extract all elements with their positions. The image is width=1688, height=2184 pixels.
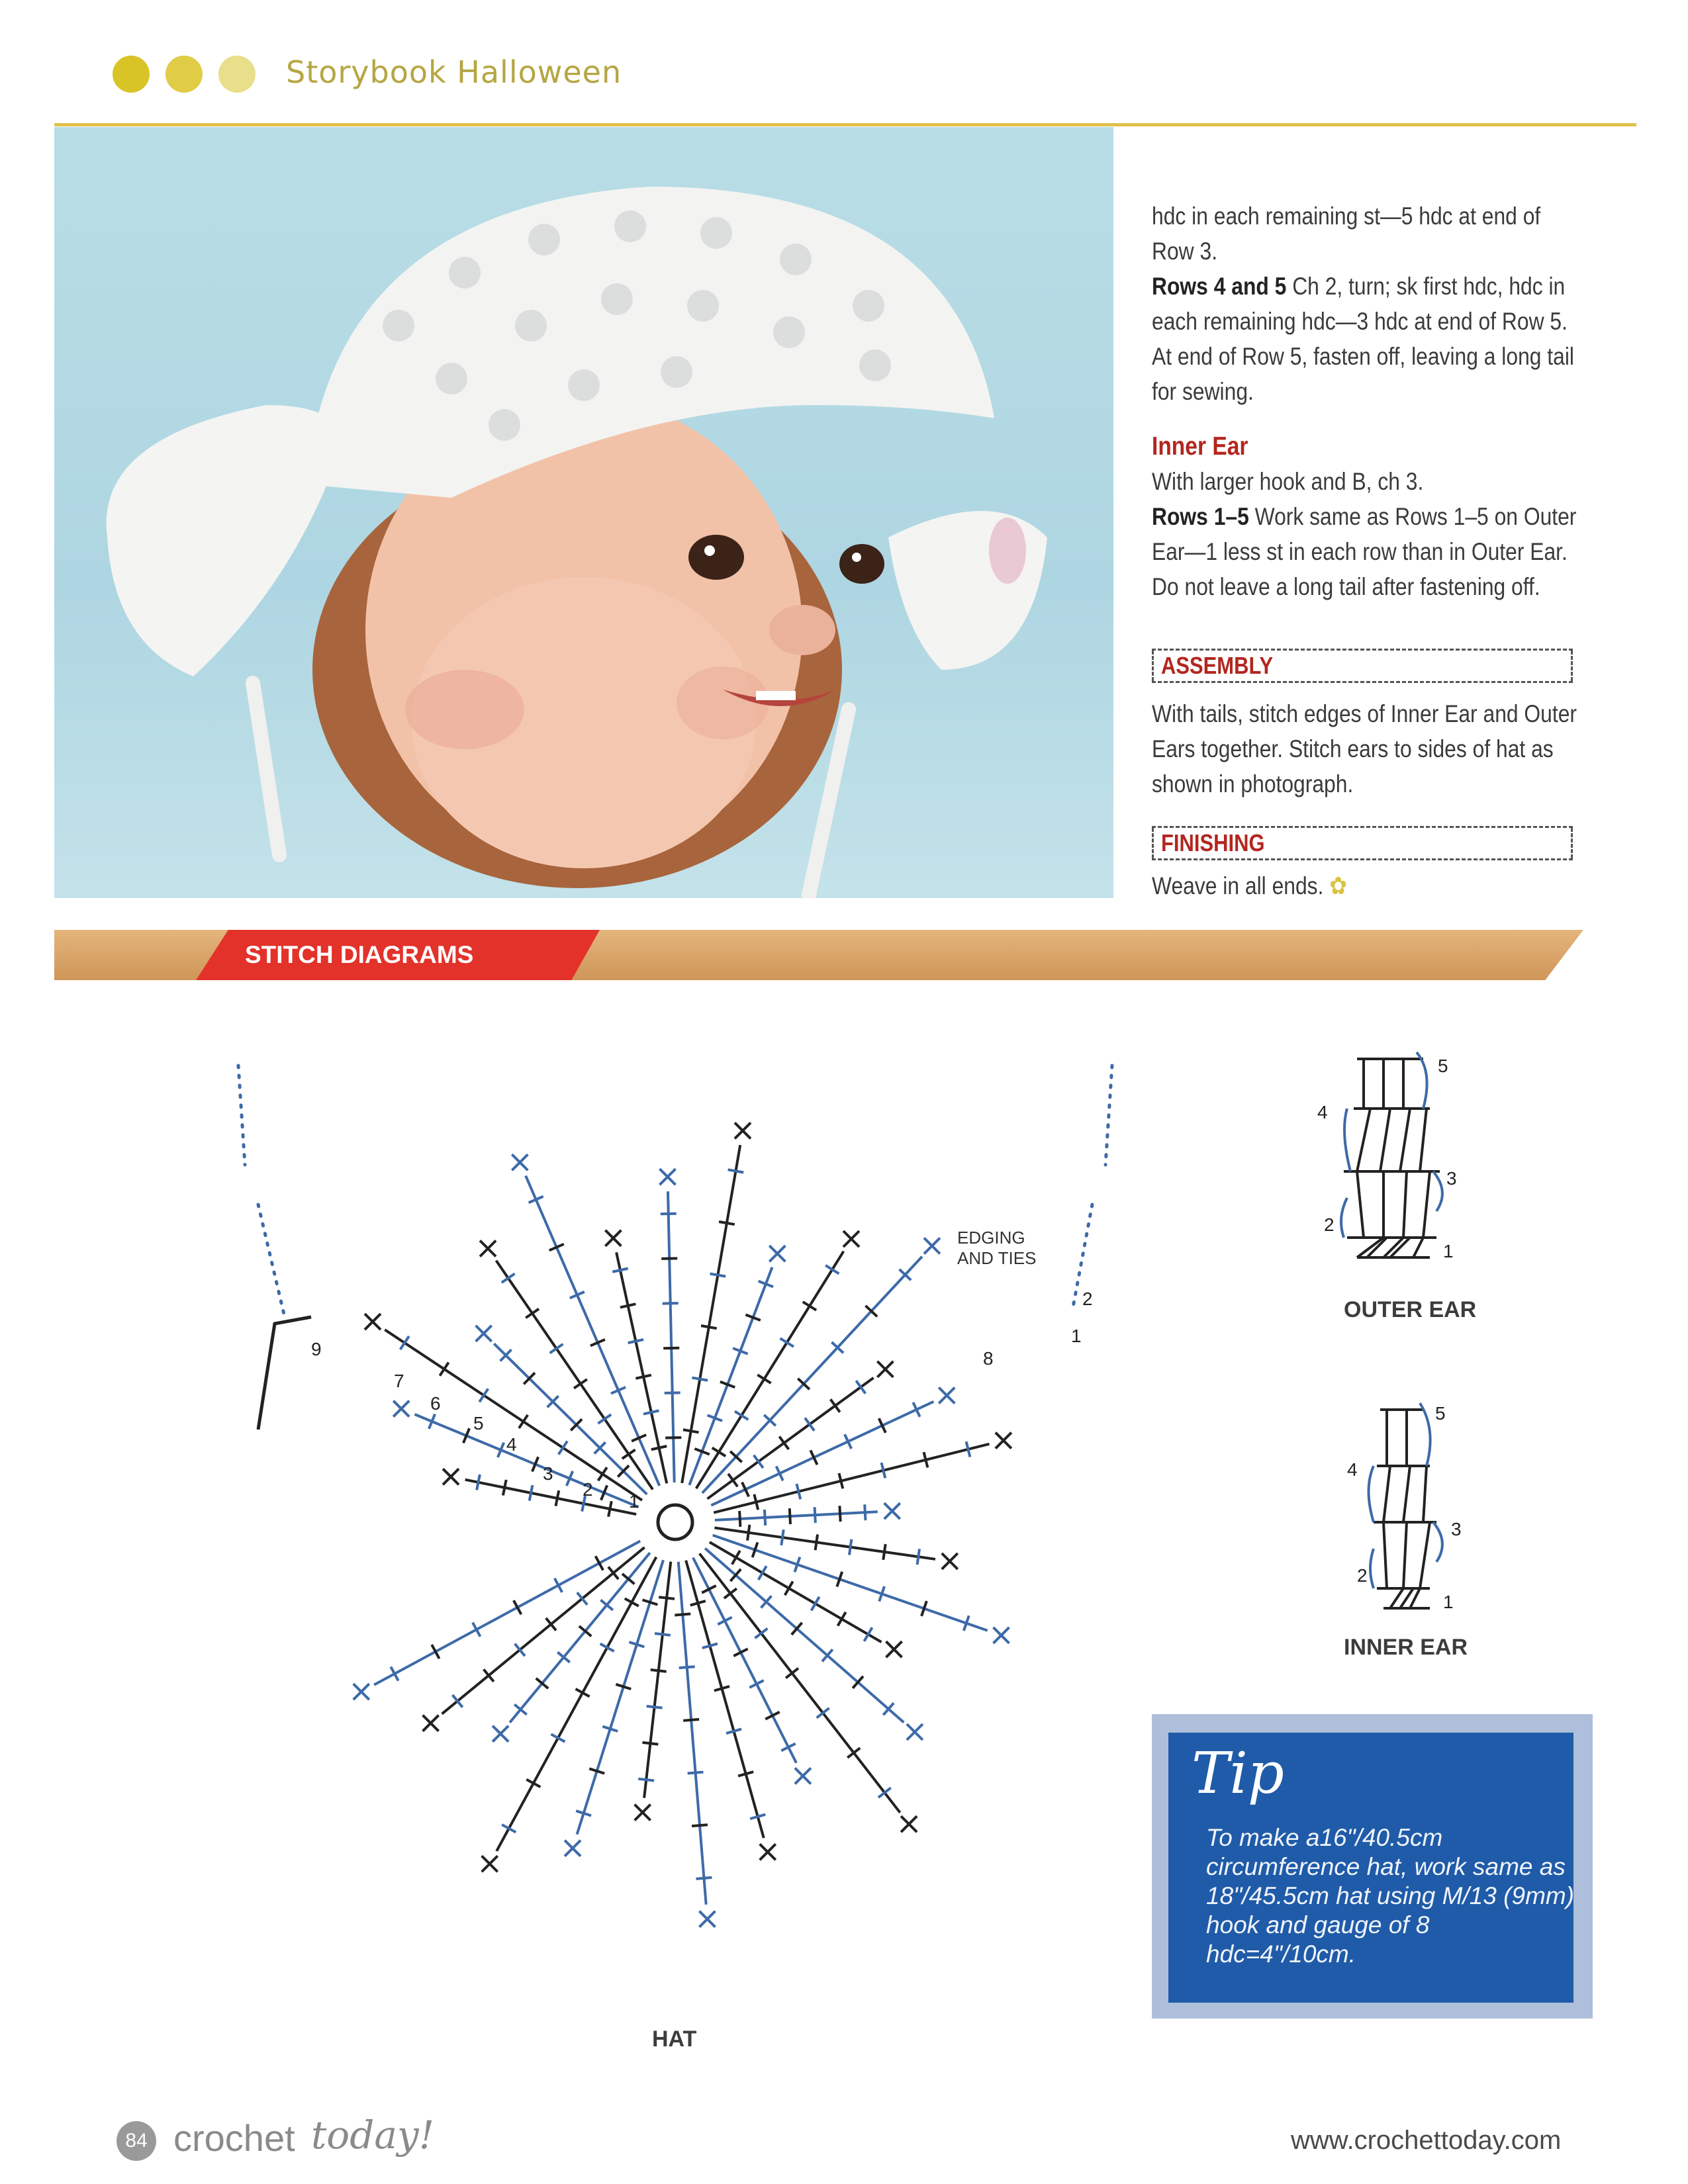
finishing-text-block xyxy=(1152,868,1585,903)
row3-continuation-text: hdc in each remaining st—5 hdc at end of Row 3. xyxy=(1152,203,1541,265)
hat-stitch-tick xyxy=(679,1666,695,1668)
hat-stitch-tick xyxy=(696,1878,712,1879)
tip-title: Tip xyxy=(1192,1741,1284,1807)
tip-text: To make a16"/40.5cm circumference hat, work same as 18"/45.5cm hat using M/13 (9mm) hook and gauge of 8 hdc=4"/10cm. xyxy=(1206,1824,1575,1968)
end-bullet-icon: ✿ xyxy=(1329,872,1347,899)
hat-stitch-tick xyxy=(659,1597,675,1599)
hat-stitch-tick xyxy=(805,1418,814,1430)
hat-edging-x-stitch xyxy=(996,1433,1011,1449)
hat-edging-x-stitch xyxy=(699,1911,715,1927)
hat-stitch-tick xyxy=(519,1415,528,1428)
assembly-heading-box xyxy=(1152,649,1573,683)
hat-edging-x-stitch xyxy=(660,1169,676,1185)
rows-1-5-text: Work same as Rows 1–5 on Outer Ear—1 less st in each row than in Outer Ear. Do not leave a long tail after fastening off. xyxy=(1152,503,1577,600)
hat-stitch-tick xyxy=(728,1474,737,1486)
outer-ear-label: OUTER EAR xyxy=(1344,1297,1477,1322)
hat-center-ring xyxy=(658,1505,692,1539)
hat-stitch-tick xyxy=(779,1437,788,1449)
inner-ear-intro: With larger hook and B, ch 3. xyxy=(1152,468,1424,495)
hat-stitch-tick xyxy=(838,1612,846,1626)
outer-ear-diagram xyxy=(1317,1046,1489,1284)
hat-stitch-tick xyxy=(724,1588,737,1598)
hat-stitch-tick xyxy=(839,1473,843,1488)
hat-edging-x-stitch xyxy=(365,1314,381,1330)
hat-stitch-tick xyxy=(735,1411,748,1420)
hat-round-8: 8 xyxy=(983,1348,994,1369)
rows-1-5-label: Rows 1–5 xyxy=(1152,503,1249,530)
hat-stitch-tick xyxy=(530,1485,533,1501)
hat-edging-x-stitch xyxy=(924,1238,940,1254)
hat-stitch-tick xyxy=(732,1551,740,1565)
hat-stitch-tick xyxy=(598,1414,611,1424)
rows-4-5-text: Ch 2, turn; sk first hdc, hdc in each remaining hdc—3 hdc at end of Row 5. At end of Row 5, fasten off, leaving a long tail for sewing. xyxy=(1152,273,1574,405)
hat-edging-x-stitch xyxy=(482,1856,498,1872)
hat-stitch-tick xyxy=(757,1375,771,1383)
hat-stitch-tick xyxy=(555,1490,559,1506)
hat-stitch-tick xyxy=(598,1467,607,1480)
hat-edging-x-stitch xyxy=(443,1469,459,1484)
hat-stitch-tick xyxy=(701,1326,717,1328)
section-title: Storybook Halloween xyxy=(286,54,622,90)
hat-stitch-tick xyxy=(612,1269,628,1272)
outer-ear-row-2: 2 xyxy=(1324,1214,1335,1235)
hat-stitch-tick xyxy=(655,1633,671,1635)
hat-stitch-tick xyxy=(635,1375,651,1379)
hat-edging-x-stitch xyxy=(907,1724,923,1740)
hat-stitch-tick xyxy=(647,1706,663,1708)
hat-stitch-tick xyxy=(917,1549,919,1565)
hat-stitch-tick xyxy=(665,1392,680,1393)
hat-edging-x-stitch xyxy=(353,1684,369,1700)
inner-ear-row-4: 4 xyxy=(1347,1459,1358,1480)
hat-round-6: 6 xyxy=(430,1393,441,1414)
hat-edging-x-stitch xyxy=(942,1553,958,1569)
hat-edging-x-stitch xyxy=(635,1804,651,1820)
hat-stitch-tick xyxy=(883,1544,885,1560)
inner-ear-heading: Inner Ear xyxy=(1152,432,1248,461)
hat-stitch-tick xyxy=(781,1529,783,1545)
hat-stitch-tick xyxy=(759,1566,767,1580)
edging-round-1: 1 xyxy=(1071,1326,1082,1346)
hat-stitch-tick xyxy=(825,1265,839,1274)
hat-stitch-tick xyxy=(831,1399,840,1412)
hat-stitch-tick xyxy=(710,1274,726,1277)
hat-stitch-tick xyxy=(812,1597,820,1611)
hat-stitch-tick xyxy=(638,1779,654,1781)
hat-stitch-tick xyxy=(719,1222,735,1224)
hat-stitch-tick xyxy=(878,1788,891,1797)
hat-stitch-tick xyxy=(477,1475,480,1490)
site-url[interactable]: www.crochettoday.com xyxy=(1291,2126,1562,2155)
hat-stitch-tick xyxy=(924,1452,928,1467)
hat-stitch-tick xyxy=(817,1708,829,1718)
brand-wordmark-script: today! xyxy=(311,2113,435,2158)
hat-stitch-tick xyxy=(966,1441,970,1457)
rows-1-5-paragraph xyxy=(1152,499,1585,604)
assembly-text: With tails, stitch edges of Inner Ear and Outer Ears together. Stitch ears to sides of hat as shown in photograph. xyxy=(1152,700,1577,797)
edging-label-line1: EDGING xyxy=(957,1228,1025,1248)
outer-ear-row-4: 4 xyxy=(1317,1102,1328,1122)
header-dot-3 xyxy=(218,56,256,93)
finishing-heading: FINISHING xyxy=(1161,829,1265,856)
hat-stitch-tick xyxy=(755,1629,767,1639)
hat-edging-x-stitch xyxy=(492,1726,508,1742)
hat-stitch-tick xyxy=(526,1309,539,1318)
stitch-diagrams-label: STITCH DIAGRAMS xyxy=(245,941,474,968)
hat-edging-x-stitch xyxy=(605,1230,621,1246)
hat-stitch-tick xyxy=(881,1463,885,1478)
hat-stitch-tick xyxy=(739,1511,740,1527)
hat-stitch-tick xyxy=(754,1455,763,1468)
hat-round-9: 9 xyxy=(311,1339,322,1359)
hat-stitch-tick xyxy=(815,1507,816,1523)
outer-ear-row-1: 1 xyxy=(1443,1241,1454,1261)
hat-round-1: 1 xyxy=(629,1491,639,1512)
hat-stitch-tick xyxy=(780,1338,794,1347)
inner-ear-label: INNER EAR xyxy=(1344,1635,1468,1660)
inner-ear-row-3: 3 xyxy=(1451,1519,1462,1539)
hat-edging-x-stitch xyxy=(423,1715,439,1731)
hat-stitch-tick xyxy=(839,1506,840,1522)
hat-stitch-tick xyxy=(651,1670,667,1672)
hat-stitch-tick xyxy=(643,1410,659,1414)
hat-stitch-tick xyxy=(559,1441,567,1455)
hat-stitch-tick xyxy=(479,1388,488,1402)
right-tie-chain xyxy=(1072,1066,1112,1310)
hat-stitch-tick xyxy=(642,1743,658,1745)
hat-stitch-tick xyxy=(550,1344,563,1353)
hat-stitch-tick xyxy=(651,1446,667,1449)
hat-stitch-tick xyxy=(502,1273,515,1283)
hat-round-2: 2 xyxy=(583,1479,593,1500)
finishing-heading-box xyxy=(1152,826,1573,860)
hat-stitch-tick xyxy=(503,1480,506,1496)
header-dot-1 xyxy=(113,56,150,93)
hat-stitch-tick xyxy=(692,1378,708,1381)
hat-stitch-tick xyxy=(661,1258,677,1259)
hat-stitch-tick xyxy=(728,1169,744,1172)
hat-round-4: 4 xyxy=(506,1434,517,1455)
hat-stitch-tick xyxy=(816,1534,818,1550)
hat-stitch-tick xyxy=(692,1825,708,1826)
hat-edging-x-stitch xyxy=(795,1768,811,1784)
hat-edging-x-stitch xyxy=(393,1401,409,1417)
hat-stitch-tick xyxy=(440,1363,448,1376)
page-number: 84 xyxy=(117,2121,156,2161)
hat-stitch-tick xyxy=(620,1304,635,1307)
assembly-heading: ASSEMBLY xyxy=(1161,652,1274,679)
outer-ear-row-5: 5 xyxy=(1438,1056,1448,1076)
edging-label-line2: AND TIES xyxy=(957,1248,1037,1268)
hat-stitch-tick xyxy=(856,1381,865,1393)
hat-stitch-tick xyxy=(683,1430,699,1432)
hat-stitch-tick xyxy=(663,1303,679,1304)
hat-edging-x-stitch xyxy=(769,1246,785,1261)
assembly-text-block xyxy=(1152,696,1585,801)
hat-edging-x-stitch xyxy=(735,1122,751,1138)
hat-edging-x-stitch xyxy=(886,1641,902,1657)
hat-edging-x-stitch xyxy=(843,1231,859,1247)
hat-stitch-tick xyxy=(864,1627,872,1641)
hat-stitch-tick xyxy=(803,1302,816,1310)
hat-stitch-tick xyxy=(683,1719,699,1721)
pattern-text-column xyxy=(1152,199,1585,604)
hat-stitch-tick xyxy=(786,1668,798,1678)
hat-stitch-tick xyxy=(574,1379,587,1388)
hat-round-3: 3 xyxy=(543,1463,553,1484)
left-tie-chain xyxy=(238,1066,285,1317)
header-rule xyxy=(54,123,1636,126)
outer-ear-row-3: 3 xyxy=(1446,1168,1457,1189)
left-edging-line xyxy=(258,1317,311,1430)
child-in-lamb-hat-photo xyxy=(54,127,1113,898)
hat-stitch-tick xyxy=(847,1748,860,1758)
hat-stitch-tick xyxy=(675,1614,690,1615)
hat-stitch-tick xyxy=(688,1772,704,1774)
hat-edging-x-stitch xyxy=(884,1503,900,1519)
hat-stitch-tick xyxy=(712,1448,726,1457)
edging-round-2: 2 xyxy=(1082,1289,1093,1309)
brand-wordmark: crochet xyxy=(173,2117,295,2159)
hat-stitch-tick xyxy=(663,1348,679,1349)
header-dot-2 xyxy=(165,56,203,93)
hat-stitch-tick xyxy=(747,1525,749,1541)
hat-edging-x-stitch xyxy=(480,1240,496,1256)
inner-ear-row-5: 5 xyxy=(1435,1403,1446,1424)
rows-4-5-paragraph xyxy=(1152,269,1585,409)
hat-stitch-tick xyxy=(628,1340,643,1343)
hat-stitch-tick xyxy=(796,1484,800,1499)
hat-stitch-tick xyxy=(785,1581,793,1595)
hat-round-7: 7 xyxy=(394,1371,404,1391)
hat-stitch-tick xyxy=(849,1539,851,1555)
hat-stitch-tick xyxy=(400,1336,409,1349)
hat-edging-x-stitch xyxy=(760,1844,776,1860)
hat-edging-x-stitch xyxy=(877,1361,893,1377)
hat-edging-x-stitch xyxy=(994,1627,1009,1643)
inner-ear-diagram xyxy=(1337,1390,1483,1628)
hat-stitch-diagram xyxy=(172,1032,1178,2065)
inner-ear-row-1: 1 xyxy=(1443,1592,1454,1612)
hat-edging-x-stitch xyxy=(565,1841,581,1856)
finishing-text: Weave in all ends. xyxy=(1152,872,1324,899)
hat-edging-x-stitch xyxy=(512,1154,528,1170)
hat-stitch-tick xyxy=(622,1450,635,1459)
hat-edging-x-stitch xyxy=(901,1816,917,1832)
hat-round-5: 5 xyxy=(473,1413,484,1433)
rows-4-5-label: Rows 4 and 5 xyxy=(1152,273,1287,300)
hat-edging-x-stitch xyxy=(476,1326,492,1342)
hat-stitch-tick xyxy=(754,1494,758,1510)
hat-diagram-label: HAT xyxy=(652,2026,697,2052)
hat-stitch-tick xyxy=(608,1501,612,1517)
hat-edging-x-stitch xyxy=(939,1388,955,1404)
inner-ear-row-2: 2 xyxy=(1357,1565,1368,1586)
hat-stitch-tick xyxy=(665,1437,681,1438)
